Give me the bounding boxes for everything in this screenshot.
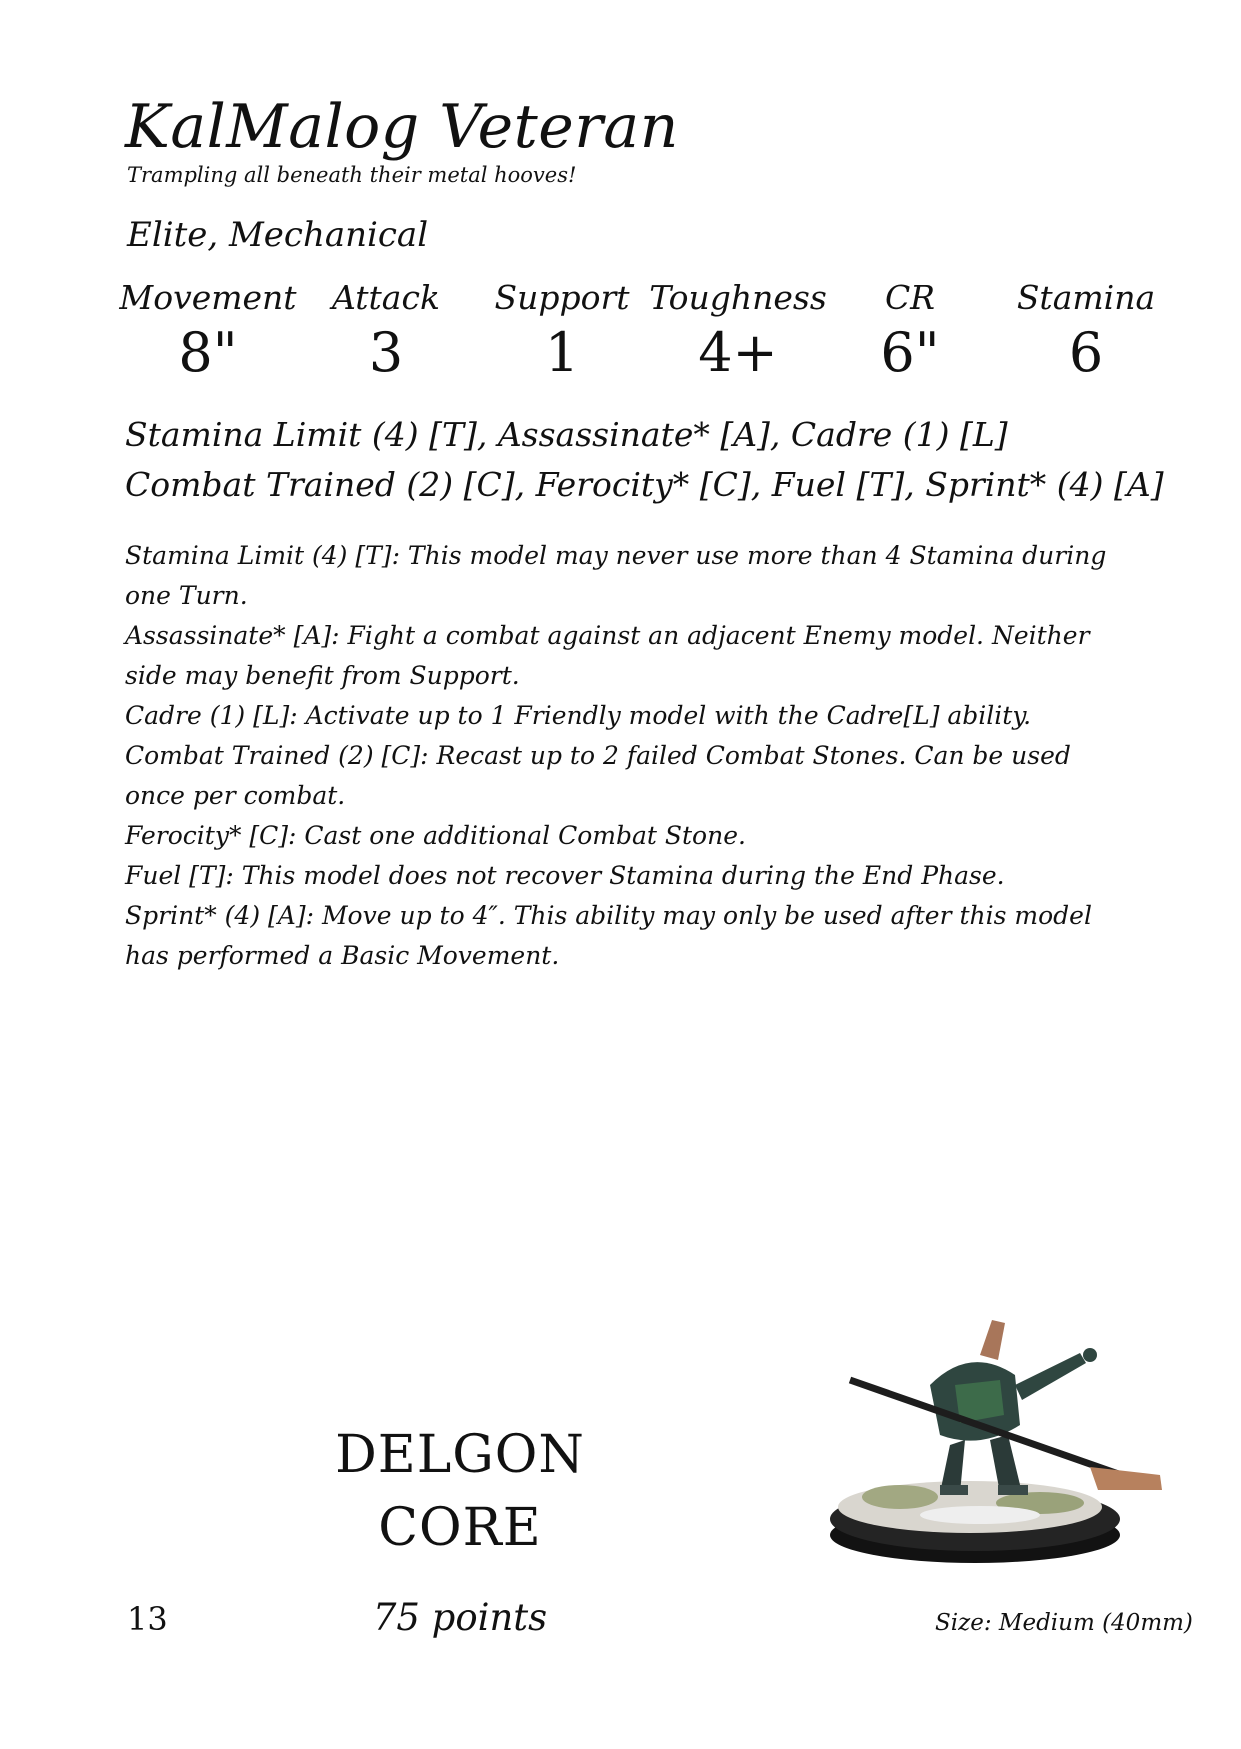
stat-movement	[118, 278, 298, 384]
points-cost: 75 points	[372, 1596, 548, 1639]
faction-name: DELGON	[335, 1425, 585, 1485]
stat-label: Stamina	[1016, 278, 1156, 317]
ability-descriptions	[125, 536, 1110, 976]
stat-label: Attack	[332, 278, 440, 317]
unit-tagline: Trampling all beneath their metal hooves!	[127, 163, 577, 187]
stat-value: 1	[544, 321, 580, 384]
miniature-photo	[790, 1235, 1180, 1565]
stat-support	[472, 278, 652, 384]
unit-title: KalMalog Veteran	[125, 92, 679, 162]
ability-list-line: Combat Trained (2) [C], Ferocity* [C], Fuel [T], Sprint* (4) [A]	[125, 465, 1164, 504]
ability-description: Sprint* (4) [A]: Move up to 4″. This ability may only be used after this model has performed a Basic Movement.	[125, 901, 1092, 970]
ability-description: Fuel [T]: This model does not recover Stamina during the End Phase.	[125, 861, 1005, 890]
stat-stamina	[996, 278, 1176, 384]
ability-description: Stamina Limit (4) [T]: This model may never use more than 4 Stamina during one Turn.	[125, 541, 1107, 610]
stat-value: 8"	[178, 321, 238, 384]
unit-keywords: Elite, Mechanical	[127, 215, 429, 255]
page-number: 13	[127, 1600, 168, 1638]
stat-label: Movement	[119, 278, 297, 317]
stat-label: Support	[494, 278, 630, 317]
model-size: Size: Medium (40mm)	[935, 1610, 1193, 1636]
stat-toughness	[648, 278, 828, 384]
stat-label: CR	[884, 278, 936, 317]
stat-cr	[820, 278, 1000, 384]
stat-attack	[296, 278, 476, 384]
stat-value: 6"	[880, 321, 940, 384]
stat-label: Toughness	[649, 278, 827, 317]
stat-value: 4+	[698, 321, 778, 384]
ability-description: Ferocity* [C]: Cast one additional Combat Stone.	[125, 821, 746, 850]
ability-description: Assassinate* [A]: Fight a combat against an adjacent Enemy model. Neither side may benefit from Support.	[125, 621, 1090, 690]
stat-value: 6	[1068, 321, 1104, 384]
ability-description: Combat Trained (2) [C]: Recast up to 2 failed Combat Stones. Can be used once per combat.	[125, 741, 1071, 810]
ability-list-line: Stamina Limit (4) [T], Assassinate* [A], Cadre (1) [L]	[125, 415, 1008, 454]
ability-description: Cadre (1) [L]: Activate up to 1 Friendly model with the Cadre[L] ability.	[125, 701, 1032, 730]
stat-value: 3	[368, 321, 404, 384]
faction-category: CORE	[378, 1498, 542, 1558]
